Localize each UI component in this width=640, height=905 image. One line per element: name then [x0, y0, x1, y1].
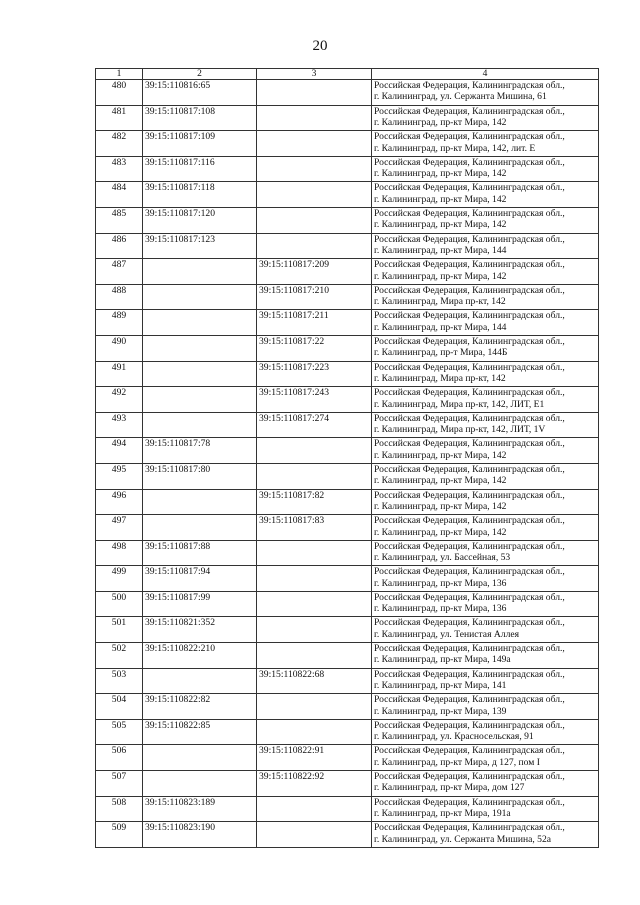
cadastral-number-col3: [257, 105, 372, 131]
address-cell: [372, 463, 599, 489]
row-number: 507: [96, 771, 143, 797]
address-line-2: г. Калининград, ул. Красносельская, 91: [374, 731, 534, 743]
cadastral-number-col2: 39:15:110817:118: [143, 182, 257, 208]
address-cell: [372, 182, 599, 208]
cadastral-number-col3: [257, 591, 372, 617]
row-number: 492: [96, 387, 143, 413]
cadastral-number-col2: 39:15:110823:189: [143, 796, 257, 822]
address-line-1: Российская Федерация, Калининградская обл.,: [374, 80, 565, 91]
cadastral-number-col2: [143, 335, 257, 361]
cadastral-number-col2: 39:15:110817:116: [143, 156, 257, 182]
table-row: [96, 335, 599, 361]
address-line-2: г. Калининград, пр-кт Мира, 144: [374, 321, 507, 333]
cadastral-number-col2: [143, 259, 257, 285]
table-row: [96, 284, 599, 310]
address-line-1: Российская Федерация, Калининградская обл.,: [374, 310, 565, 322]
cadastral-number-col2: 39:15:110817:88: [143, 540, 257, 566]
row-number: 508: [96, 796, 143, 822]
table-row: [96, 515, 599, 541]
address-line-1: Российская Федерация, Калининградская обл.,: [374, 591, 565, 603]
address-line-2: г. Калининград, пр-кт Мира, 136: [374, 603, 507, 615]
cadastral-number-col3: 39:15:110817:22: [257, 335, 372, 361]
address-line-1: Российская Федерация, Калининградская обл.,: [374, 259, 565, 271]
address-cell: [372, 310, 599, 336]
row-number: 501: [96, 617, 143, 643]
address-cell: [372, 233, 599, 259]
cadastral-number-col2: 39:15:110823:190: [143, 822, 257, 848]
cadastral-number-col2: 39:15:110817:108: [143, 105, 257, 131]
column-header-2: 2: [143, 69, 257, 80]
address-line-2: г. Калининград, пр-кт Мира, дом 127: [374, 782, 525, 794]
address-line-1: Российская Федерация, Калининградская обл.,: [374, 489, 565, 501]
table-row: [96, 438, 599, 464]
address-line-2: г. Калининград, Мира пр-кт, 142, ЛИТ, 1V: [374, 424, 546, 436]
address-line-1: Российская Федерация, Калининградская обл.,: [374, 156, 565, 168]
address-line-2: г. Калининград, пр-кт Мира, 149а: [374, 654, 511, 666]
address-cell: [372, 719, 599, 745]
address-line-1: Российская Федерация, Калининградская обл.,: [374, 131, 565, 143]
row-number: 486: [96, 233, 143, 259]
table-row: [96, 719, 599, 745]
address-line-1: Российская Федерация, Калининградская обл.,: [374, 387, 565, 399]
cadastral-number-col3: 39:15:110822:92: [257, 771, 372, 797]
page-number: 20: [312, 38, 328, 54]
address-line-1: Российская Федерация, Калининградская обл.,: [374, 515, 565, 527]
column-header-1: 1: [96, 69, 143, 80]
address-line-2: г. Калининград, пр-кт Мира, 142: [374, 193, 507, 205]
address-line-1: Российская Федерация, Калининградская обл.,: [374, 566, 565, 578]
address-line-1: Российская Федерация, Калининградская обл.,: [374, 719, 565, 731]
table-row: [96, 540, 599, 566]
table-row: [96, 771, 599, 797]
address-cell: [372, 412, 599, 438]
address-line-1: Российская Федерация, Калининградская обл.,: [374, 540, 565, 552]
address-line-1: Российская Федерация, Калининградская обл.,: [374, 668, 565, 680]
row-number: 500: [96, 591, 143, 617]
address-cell: [372, 540, 599, 566]
row-number: 489: [96, 310, 143, 336]
row-number: 488: [96, 284, 143, 310]
address-line-2: г. Калининград, пр-кт Мира, 142: [374, 219, 507, 231]
cadastral-number-col2: 39:15:110817:94: [143, 566, 257, 592]
table-row: [96, 668, 599, 694]
cadastral-number-col3: [257, 643, 372, 669]
row-number: 481: [96, 105, 143, 131]
address-line-2: г. Калининград, пр-кт Мира, 142: [374, 526, 507, 538]
cadastral-number-col2: [143, 771, 257, 797]
address-line-2: г. Калининград, пр-кт Мира, 142: [374, 475, 507, 487]
address-line-2: г. Калининград, пр-кт Мира, 139: [374, 705, 507, 717]
address-cell: [372, 566, 599, 592]
address-cell: [372, 361, 599, 387]
cadastral-number-col3: [257, 566, 372, 592]
address-line-2: г. Калининград, ул. Сержанта Мишина, 61: [374, 91, 547, 103]
cadastral-number-col3: [257, 156, 372, 182]
cadastral-number-col2: [143, 515, 257, 541]
address-cell: [372, 335, 599, 361]
address-line-1: Российская Федерация, Калининградская обл.,: [374, 463, 565, 475]
address-cell: [372, 105, 599, 131]
cadastral-table: [95, 68, 599, 848]
row-number: 495: [96, 463, 143, 489]
address-line-2: г. Калининград, пр-кт Мира, 144: [374, 244, 507, 256]
cadastral-number-col3: [257, 182, 372, 208]
address-line-2: г. Калининград, Мира пр-кт, 142: [374, 372, 506, 384]
address-line-2: г. Калининград, пр-кт Мира, д 127, пом I: [374, 756, 540, 768]
cadastral-number-col3: 39:15:110817:211: [257, 310, 372, 336]
cadastral-number-col2: [143, 745, 257, 771]
address-cell: [372, 796, 599, 822]
cadastral-number-col3: 39:15:110822:91: [257, 745, 372, 771]
column-header-4: 4: [372, 69, 599, 80]
address-line-2: г. Калининград, пр-кт Мира, 142, лит. Е: [374, 142, 536, 154]
address-line-1: Российская Федерация, Калининградская обл.,: [374, 412, 565, 424]
address-cell: [372, 489, 599, 515]
address-line-2: г. Калининград, пр-кт Мира, 142: [374, 270, 507, 282]
address-cell: [372, 80, 599, 106]
cadastral-number-col3: [257, 694, 372, 720]
cadastral-number-col2: 39:15:110817:120: [143, 207, 257, 233]
cadastral-number-col3: [257, 719, 372, 745]
address-cell: [372, 259, 599, 285]
address-line-1: Российская Федерация, Калининградская обл.,: [374, 643, 565, 655]
address-line-2: г. Калининград, пр-кт Мира, 142: [374, 168, 507, 180]
address-line-2: г. Калининград, Мира пр-кт, 142, ЛИТ, Е1: [374, 398, 545, 410]
cadastral-number-col2: 39:15:110822:85: [143, 719, 257, 745]
address-line-2: г. Калининград, пр-кт Мира, 142: [374, 500, 507, 512]
table-row: [96, 463, 599, 489]
address-cell: [372, 591, 599, 617]
address-cell: [372, 284, 599, 310]
row-number: 506: [96, 745, 143, 771]
address-cell: [372, 694, 599, 720]
cadastral-number-col3: [257, 822, 372, 848]
table-row: [96, 387, 599, 413]
table-row: [96, 259, 599, 285]
row-number: 498: [96, 540, 143, 566]
address-line-2: г. Калининград, ул. Бассейная, 53: [374, 552, 511, 564]
address-cell: [372, 745, 599, 771]
address-line-2: г. Калининград, Мира пр-кт, 142: [374, 296, 506, 308]
cadastral-number-col3: [257, 233, 372, 259]
address-cell: [372, 771, 599, 797]
row-number: 503: [96, 668, 143, 694]
address-line-2: г. Калининград, пр-кт Мира, 142: [374, 449, 507, 461]
row-number: 496: [96, 489, 143, 515]
cadastral-number-col2: [143, 412, 257, 438]
address-line-1: Российская Федерация, Калининградская обл.,: [374, 233, 565, 245]
cadastral-number-col3: 39:15:110817:223: [257, 361, 372, 387]
cadastral-number-col3: [257, 617, 372, 643]
cadastral-number-col3: [257, 796, 372, 822]
cadastral-number-col3: 39:15:110822:68: [257, 668, 372, 694]
cadastral-number-col3: 39:15:110817:82: [257, 489, 372, 515]
cadastral-number-col2: 39:15:110817:78: [143, 438, 257, 464]
address-cell: [372, 668, 599, 694]
cadastral-number-col3: [257, 207, 372, 233]
cadastral-number-col2: [143, 387, 257, 413]
cadastral-number-col3: 39:15:110817:83: [257, 515, 372, 541]
table-row: [96, 182, 599, 208]
cadastral-number-col2: 39:15:110817:123: [143, 233, 257, 259]
table-row: [96, 361, 599, 387]
cadastral-number-col3: [257, 131, 372, 157]
address-line-1: Российская Федерация, Калининградская обл.,: [374, 105, 565, 117]
cadastral-number-col2: [143, 668, 257, 694]
row-number: 494: [96, 438, 143, 464]
table-row: [96, 566, 599, 592]
table-row: [96, 131, 599, 157]
table-row: [96, 233, 599, 259]
table-row: [96, 643, 599, 669]
table-row: [96, 617, 599, 643]
row-number: 497: [96, 515, 143, 541]
cadastral-number-col3: 39:15:110817:274: [257, 412, 372, 438]
address-cell: [372, 387, 599, 413]
row-number: 490: [96, 335, 143, 361]
table-row: [96, 412, 599, 438]
row-number: 504: [96, 694, 143, 720]
address-line-1: Российская Федерация, Калининградская обл.,: [374, 617, 565, 629]
cadastral-number-col2: 39:15:110821:352: [143, 617, 257, 643]
table-row: [96, 80, 599, 106]
address-line-2: г. Калининград, пр-кт Мира, 142: [374, 117, 507, 128]
address-line-1: Российская Федерация, Калининградская обл.,: [374, 284, 565, 296]
cadastral-number-col2: [143, 284, 257, 310]
table-row: [96, 105, 599, 131]
cadastral-number-col2: [143, 361, 257, 387]
cadastral-number-col2: 39:15:110822:210: [143, 643, 257, 669]
row-number: 491: [96, 361, 143, 387]
table-row: [96, 591, 599, 617]
address-cell: [372, 131, 599, 157]
row-number: 493: [96, 412, 143, 438]
address-cell: [372, 822, 599, 848]
cadastral-number-col3: 39:15:110817:209: [257, 259, 372, 285]
cadastral-number-col3: 39:15:110817:210: [257, 284, 372, 310]
address-cell: [372, 515, 599, 541]
cadastral-number-col3: [257, 438, 372, 464]
cadastral-number-col3: 39:15:110817:243: [257, 387, 372, 413]
row-number: 505: [96, 719, 143, 745]
address-line-1: Российская Федерация, Калининградская обл.,: [374, 796, 565, 808]
address-line-1: Российская Федерация, Калининградская обл.,: [374, 207, 565, 219]
address-line-1: Российская Федерация, Калининградская обл.,: [374, 335, 565, 347]
cadastral-number-col2: [143, 489, 257, 515]
row-number: 499: [96, 566, 143, 592]
cadastral-number-col3: [257, 80, 372, 106]
address-line-2: г. Калининград, пр-кт Мира, 136: [374, 577, 507, 589]
row-number: 484: [96, 182, 143, 208]
table-row: [96, 745, 599, 771]
address-line-2: г. Калининград, пр-кт Мира, 191а: [374, 808, 511, 820]
address-cell: [372, 438, 599, 464]
address-cell: [372, 617, 599, 643]
cadastral-number-col2: 39:15:110817:80: [143, 463, 257, 489]
address-line-1: Российская Федерация, Калининградская обл.,: [374, 745, 565, 757]
row-number: 509: [96, 822, 143, 848]
row-number: 485: [96, 207, 143, 233]
row-number: 483: [96, 156, 143, 182]
table-row: [96, 156, 599, 182]
row-number: 502: [96, 643, 143, 669]
address-line-1: Российская Федерация, Калининградская обл.,: [374, 438, 565, 450]
cadastral-number-col2: 39:15:110817:99: [143, 591, 257, 617]
cadastral-number-col2: 39:15:110822:82: [143, 694, 257, 720]
table-row: [96, 310, 599, 336]
table-header-row: [96, 69, 599, 80]
row-number: 482: [96, 131, 143, 157]
cadastral-number-col2: 39:15:110817:109: [143, 131, 257, 157]
cadastral-number-col3: [257, 463, 372, 489]
address-line-1: Российская Федерация, Калининградская обл.,: [374, 361, 565, 373]
address-line-1: Российская Федерация, Калининградская обл.,: [374, 771, 565, 783]
cadastral-number-col2: [143, 310, 257, 336]
table-row: [96, 489, 599, 515]
column-header-3: 3: [257, 69, 372, 80]
address-line-2: г. Калининград, ул. Сержанта Мишина, 52а: [374, 833, 552, 845]
table-row: [96, 822, 599, 848]
address-line-1: Российская Федерация, Калининградская обл.,: [374, 822, 565, 834]
address-cell: [372, 643, 599, 669]
address-cell: [372, 207, 599, 233]
address-line-2: г. Калининград, ул. Тенистая Аллея: [374, 628, 520, 640]
address-line-2: г. Калининград, пр-т Мира, 144Б: [374, 347, 508, 359]
address-line-1: Российская Федерация, Калининградская обл.,: [374, 694, 565, 706]
address-cell: [372, 156, 599, 182]
address-line-1: Российская Федерация, Калининградская обл.,: [374, 182, 565, 194]
cadastral-number-col3: [257, 540, 372, 566]
row-number: 480: [96, 80, 143, 106]
row-number: 487: [96, 259, 143, 285]
table-row: [96, 207, 599, 233]
table-row: [96, 694, 599, 720]
cadastral-number-col2: 39:15:110816:65: [143, 80, 257, 106]
table-row: [96, 796, 599, 822]
address-line-2: г. Калининград, пр-кт Мира, 141: [374, 680, 507, 692]
